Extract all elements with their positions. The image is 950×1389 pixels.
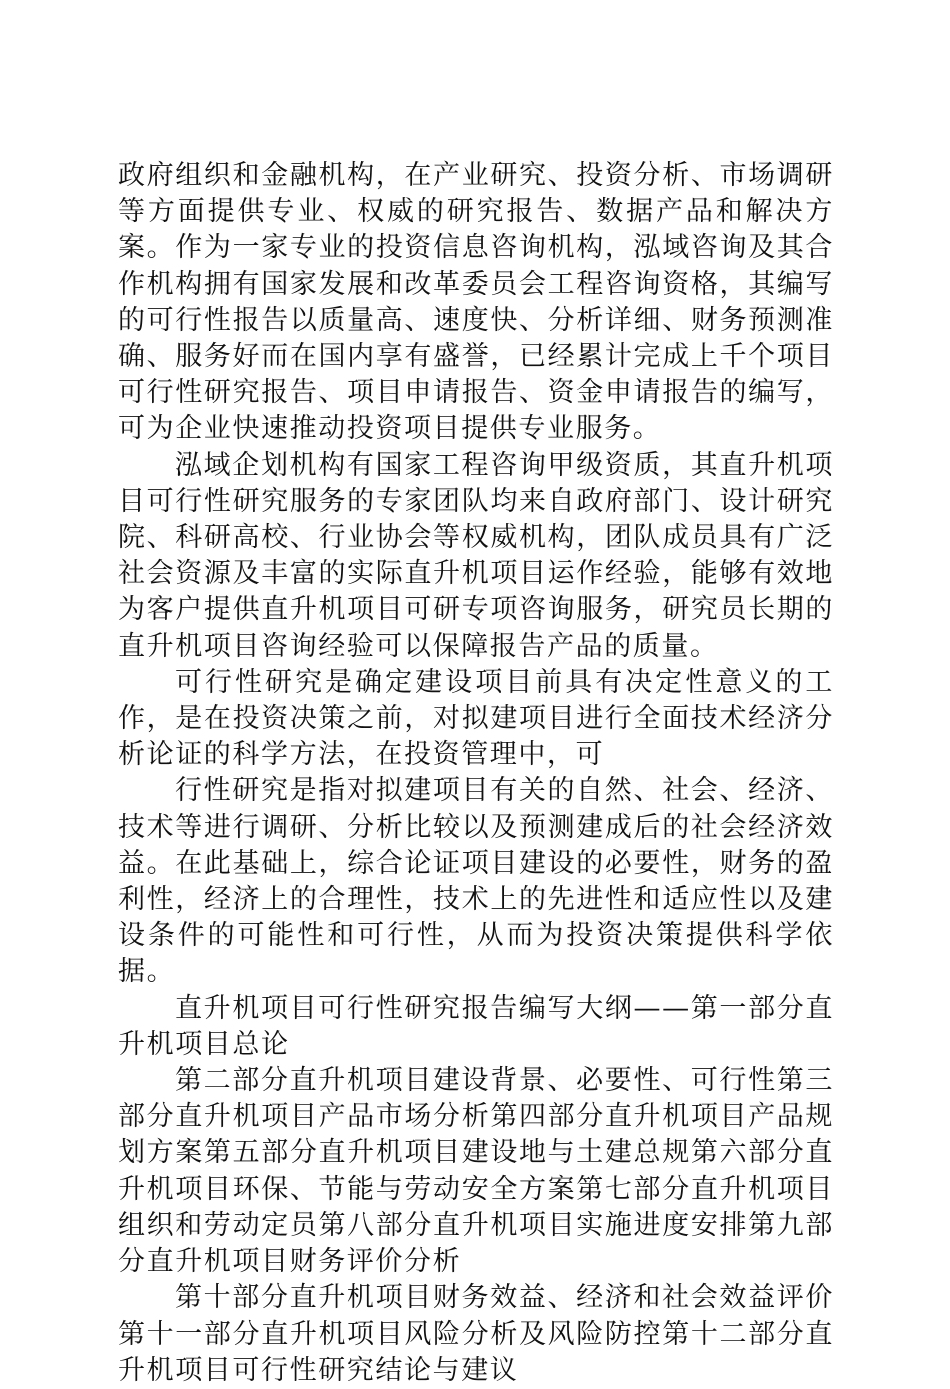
- paragraph-feasibility-purpose: 行性研究是指对拟建项目有关的自然、社会、经济、技术等进行调研、分析比较以及预测建成后的社会经济效益。在此基础上，综合论证项目建设的必要性，财务的盈利性，经济上的合理性，技术上的先进性和适应性以及建设条件的可能性和可行性，从而为投资决策提供科学依据。: [118, 775, 834, 988]
- paragraph-feasibility-definition: 可行性研究是确定建设项目前具有决定性意义的工作，是在投资决策之前，对拟建项目进行全面技术经济分析论证的科学方法，在投资管理中，可: [118, 666, 834, 771]
- paragraph-qualification: 泓域企划机构有国家工程咨询甲级资质，其直升机项目可行性研究服务的专家团队均来自政府部门、设计研究院、科研高校、行业协会等权威机构，团队成员具有广泛社会资源及丰富的实际直升机项目运作经验，能够有效地为客户提供直升机项目可研专项咨询服务，研究员长期的直升机项目咨询经验可以保障报告产品的质量。: [118, 449, 834, 662]
- paragraph-outline-parts-ten-to-twelve: 第十部分直升机项目财务效益、经济和社会效益评价第十一部分直升机项目风险分析及风险防控第十二部分直升机项目可行性研究结论与建议: [118, 1282, 834, 1386]
- document-body: [118, 158, 834, 1389]
- paragraph-intro: 政府组织和金融机构，在产业研究、投资分析、市场调研等方面提供专业、权威的研究报告、数据产品和解决方案。作为一家专业的投资信息咨询机构，泓域咨询及其合作机构拥有国家发展和改革委员会工程咨询资格，其编写的可行性报告以质量高、速度快、分析详细、财务预测准确、服务好而在国内享有盛誉，已经累计完成上千个项目可行性研究报告、项目申请报告、资金申请报告的编写，可为企业快速推动投资项目提供专业服务。: [118, 160, 834, 445]
- paragraph-outline-parts-two-to-nine: 第二部分直升机项目建设背景、必要性、可行性第三部分直升机项目产品市场分析第四部分直升机项目产品规划方案第五部分直升机项目建设地与土建总规第六部分直升机项目环保、节能与劳动安全方案第七部分直升机项目组织和劳动定员第八部分直升机项目实施进度安排第九部分直升机项目财务评价分析: [118, 1065, 834, 1278]
- paragraph-outline-part-one: 直升机项目可行性研究报告编写大纲——第一部分直升机项目总论: [118, 992, 834, 1060]
